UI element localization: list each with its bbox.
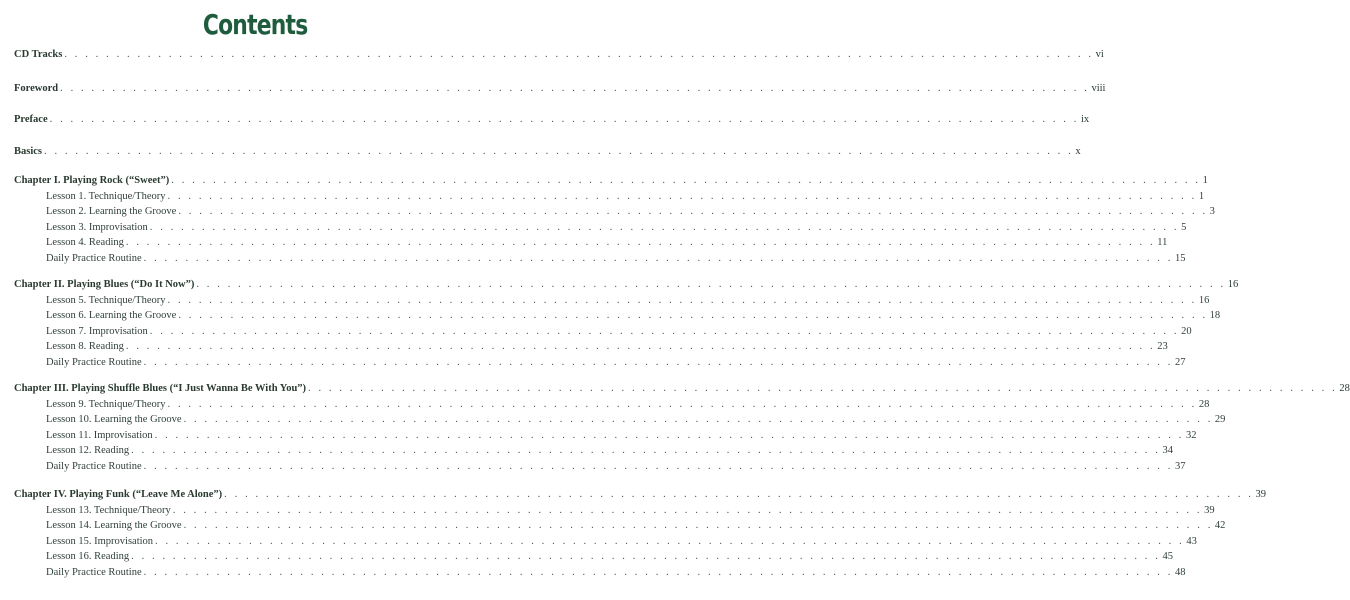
toc-page-number: 39 (1255, 489, 1266, 500)
toc-lesson-entry (46, 398, 1210, 412)
toc-entry-title: Preface (14, 114, 48, 125)
toc-lesson-entry (46, 460, 1186, 474)
toc-page-number: 48 (1174, 566, 1186, 578)
toc-lesson-entry (46, 221, 1187, 235)
toc-lesson-entry (46, 429, 1197, 443)
dot-leader: . . . . . . . . . . . . . . . . . . . . . . . . . . . . . . . . . . . . . . . . . . . . . . . . . . . . . . . . . . . . . . . . . . . . . . . . . . . . . . . . . . . . . . . . . . . . . . . . . . . (44, 146, 1074, 157)
toc-lesson-entry (46, 535, 1197, 549)
dot-leader: . . . . . . . . . . . . . . . . . . . . . . . . . . . . . . . . . . . . . . . . . . . . . . . . . . . . . . . . . . . . . . . . . . . . . . . . . . . . . . . . . . . . . . . . . . . . . . . . . . . (178, 206, 1208, 217)
toc-lesson-entry (46, 340, 1168, 354)
toc-page-number: 43 (1186, 535, 1197, 547)
toc-lesson-entry (46, 519, 1226, 533)
toc-page-number: 32 (1185, 429, 1197, 441)
toc-lesson-entry (46, 356, 1186, 370)
dot-leader: . . . . . . . . . . . . . . . . . . . . . . . . . . . . . . . . . . . . . . . . . . . . . . . . . . . . . . . . . . . . . . . . . . . . . . . . . . . . . . . . . . . . . . . . . . . . . . . . . . . (167, 294, 1197, 306)
dot-leader: . . . . . . . . . . . . . . . . . . . . . . . . . . . . . . . . . . . . . . . . . . . . . . . . . . . . . . . . . . . . . . . . . . . . . . . . . . . . . . . . . . . . . . . . . . . . . . . . . . . (155, 535, 1185, 547)
toc-entry-title: Lesson 1. Technique/Theory (46, 190, 166, 202)
toc-entry-title: Lesson 7. Improvisation (46, 325, 148, 337)
dot-leader: . . . . . . . . . . . . . . . . . . . . . . . . . . . . . . . . . . . . . . . . . . . . . . . . . . . . . . . . . . . . . . . . . . . . . . . . . . . . . . . . . . . . . . . . . . . . . . . . . . . (171, 175, 1201, 186)
dot-leader: . . . . . . . . . . . . . . . . . . . . . . . . . . . . . . . . . . . . . . . . . . . . . . . . . . . . . . . . . . . . . . . . . . . . . . . . . . . . . . . . . . . . . . . . . . . . . . . . . . . (125, 341, 1156, 352)
dot-leader: . . . . . . . . . . . . . . . . . . . . . . . . . . . . . . . . . . . . . . . . . . . . . . . . . . . . . . . . . . . . . . . . . . . . . . . . . . . . . . . . . . . . . . . . . . . . . . . . . . . (154, 429, 1184, 441)
toc-lesson-entry (46, 190, 1205, 204)
toc-entry-title: Chapter IV. Playing Funk (“Leave Me Alone”) (14, 489, 223, 500)
toc-entry (14, 278, 1239, 292)
toc-lesson-entry (46, 252, 1186, 266)
toc-lesson-entry (46, 550, 1173, 564)
toc-page-number: 1 (1198, 190, 1205, 202)
toc-entry (14, 82, 1106, 96)
dot-leader: . . . . . . . . . . . . . . . . . . . . . . . . . . . . . . . . . . . . . . . . . . . . . . . . . . . . . . . . . . . . . . . . . . . . . . . . . . . . . . . . . . . . . . . . . . . . . . . . . . . (131, 445, 1161, 456)
toc-page-number: 45 (1162, 551, 1173, 562)
toc-entry (14, 488, 1266, 502)
toc-entry-title: Lesson 16. Reading (46, 551, 130, 562)
toc-entry-title: Lesson 3. Improvisation (46, 221, 148, 233)
toc-entry-title: Daily Practice Routine (46, 460, 142, 472)
toc-entry-title: Lesson 12. Reading (46, 445, 130, 456)
toc-entry-title: Lesson 13. Technique/Theory (46, 504, 171, 516)
toc-page-number: 28 (1339, 383, 1350, 394)
toc-page-number: 29 (1214, 414, 1226, 425)
toc-page-number: 18 (1209, 310, 1221, 321)
toc-entry-title: Chapter I. Playing Rock (“Sweet”) (14, 175, 170, 186)
toc-lesson-entry (46, 504, 1215, 518)
toc-page-number: 16 (1227, 279, 1239, 290)
toc-entry-title: Lesson 8. Reading (46, 341, 124, 352)
toc-page-number: 15 (1174, 252, 1186, 264)
toc-entry-title: Basics (14, 146, 43, 157)
toc-entry-title: Lesson 2. Learning the Groove (46, 206, 177, 217)
dot-leader: . . . . . . . . . . . . . . . . . . . . . . . . . . . . . . . . . . . . . . . . . . . . . . . . . . . . . . . . . . . . . . . . . . . . . . . . . . . . . . . . . . . . . . . . . . . . . . . . . . . (149, 221, 1180, 233)
toc-entry-title: Lesson 6. Learning the Groove (46, 310, 177, 321)
toc-entry-title: Lesson 14. Learning the Groove (46, 520, 182, 531)
page-title: Contents (202, 8, 308, 41)
toc-entry-title: CD Tracks (14, 49, 63, 60)
toc-page-number: 23 (1157, 341, 1168, 352)
toc-page-number: 5 (1181, 221, 1187, 233)
toc-lesson-entry (46, 413, 1226, 427)
toc-lesson-entry (46, 236, 1168, 250)
toc-page-number: 11 (1157, 237, 1168, 248)
toc-entry-title: Daily Practice Routine (46, 252, 142, 264)
toc-entry-title: Foreword (14, 83, 59, 94)
toc-page-number: 34 (1162, 445, 1173, 456)
dot-leader: . . . . . . . . . . . . . . . . . . . . . . . . . . . . . . . . . . . . . . . . . . . . . . . . . . . . . . . . . . . . . . . . . . . . . . . . . . . . . . . . . . . . . . . . . . . . . . . . . . . (308, 383, 1338, 394)
dot-leader: . . . . . . . . . . . . . . . . . . . . . . . . . . . . . . . . . . . . . . . . . . . . . . . . . . . . . . . . . . . . . . . . . . . . . . . . . . . . . . . . . . . . . . . . . . . . . . . . . . . (64, 49, 1094, 60)
toc-lesson-entry (46, 309, 1221, 323)
toc-page-number: 20 (1181, 325, 1192, 337)
dot-leader: . . . . . . . . . . . . . . . . . . . . . . . . . . . . . . . . . . . . . . . . . . . . . . . . . . . . . . . . . . . . . . . . . . . . . . . . . . . . . . . . . . . . . . . . . . . . . . . . . . . (125, 237, 1156, 248)
toc-page-number: 16 (1198, 294, 1210, 306)
toc-entry-title: Lesson 5. Technique/Theory (46, 294, 166, 306)
toc-page-number: viii (1091, 83, 1106, 94)
dot-leader: . . . . . . . . . . . . . . . . . . . . . . . . . . . . . . . . . . . . . . . . . . . . . . . . . . . . . . . . . . . . . . . . . . . . . . . . . . . . . . . . . . . . . . . . . . . . . . . . . . . (143, 252, 1173, 264)
dot-leader: . . . . . . . . . . . . . . . . . . . . . . . . . . . . . . . . . . . . . . . . . . . . . . . . . . . . . . . . . . . . . . . . . . . . . . . . . . . . . . . . . . . . . . . . . . . . . . . . . . . (167, 190, 1197, 202)
dot-leader: . . . . . . . . . . . . . . . . . . . . . . . . . . . . . . . . . . . . . . . . . . . . . . . . . . . . . . . . . . . . . . . . . . . . . . . . . . . . . . . . . . . . . . . . . . . . . . . . . . . (172, 504, 1203, 516)
dot-leader: . . . . . . . . . . . . . . . . . . . . . . . . . . . . . . . . . . . . . . . . . . . . . . . . . . . . . . . . . . . . . . . . . . . . . . . . . . . . . . . . . . . . . . . . . . . . . . . . . . . (183, 520, 1213, 531)
toc-page-number: 27 (1174, 356, 1186, 368)
toc-entry (14, 48, 1104, 62)
toc-entry-title: Lesson 11. Improvisation (46, 429, 153, 441)
toc-entry (14, 145, 1081, 159)
toc-page-number: 37 (1174, 460, 1186, 472)
toc-page-number: 3 (1209, 206, 1215, 217)
dot-leader: . . . . . . . . . . . . . . . . . . . . . . . . . . . . . . . . . . . . . . . . . . . . . . . . . . . . . . . . . . . . . . . . . . . . . . . . . . . . . . . . . . . . . . . . . . . . . . . . . . . (143, 460, 1173, 472)
dot-leader: . . . . . . . . . . . . . . . . . . . . . . . . . . . . . . . . . . . . . . . . . . . . . . . . . . . . . . . . . . . . . . . . . . . . . . . . . . . . . . . . . . . . . . . . . . . . . . . . . . . (60, 83, 1090, 94)
dot-leader: . . . . . . . . . . . . . . . . . . . . . . . . . . . . . . . . . . . . . . . . . . . . . . . . . . . . . . . . . . . . . . . . . . . . . . . . . . . . . . . . . . . . . . . . . . . . . . . . . . . (183, 414, 1213, 425)
toc-lesson-entry (46, 294, 1210, 308)
toc-lesson-entry (46, 444, 1173, 458)
dot-leader: . . . . . . . . . . . . . . . . . . . . . . . . . . . . . . . . . . . . . . . . . . . . . . . . . . . . . . . . . . . . . . . . . . . . . . . . . . . . . . . . . . . . . . . . . . . . . . . . . . . (143, 356, 1173, 368)
dot-leader: . . . . . . . . . . . . . . . . . . . . . . . . . . . . . . . . . . . . . . . . . . . . . . . . . . . . . . . . . . . . . . . . . . . . . . . . . . . . . . . . . . . . . . . . . . . . . . . . . . . (224, 489, 1254, 500)
toc-page-number: 1 (1202, 175, 1208, 186)
dot-leader: . . . . . . . . . . . . . . . . . . . . . . . . . . . . . . . . . . . . . . . . . . . . . . . . . . . . . . . . . . . . . . . . . . . . . . . . . . . . . . . . . . . . . . . . . . . . . . . . . . . (143, 566, 1173, 578)
toc-lesson-entry (46, 325, 1192, 339)
toc-entry-title: Lesson 10. Learning the Groove (46, 414, 182, 425)
dot-leader: . . . . . . . . . . . . . . . . . . . . . . . . . . . . . . . . . . . . . . . . . . . . . . . . . . . . . . . . . . . . . . . . . . . . . . . . . . . . . . . . . . . . . . . . . . . . . . . . . . . (131, 551, 1161, 562)
toc-entry (14, 113, 1090, 127)
dot-leader: . . . . . . . . . . . . . . . . . . . . . . . . . . . . . . . . . . . . . . . . . . . . . . . . . . . . . . . . . . . . . . . . . . . . . . . . . . . . . . . . . . . . . . . . . . . . . . . . . . . (149, 325, 1180, 337)
toc-lesson-entry (46, 566, 1186, 580)
toc-entry-title: Daily Practice Routine (46, 356, 142, 368)
dot-leader: . . . . . . . . . . . . . . . . . . . . . . . . . . . . . . . . . . . . . . . . . . . . . . . . . . . . . . . . . . . . . . . . . . . . . . . . . . . . . . . . . . . . . . . . . . . . . . . . . . . (196, 279, 1226, 290)
toc-entry-title: Lesson 15. Improvisation (46, 535, 154, 547)
toc-entry-title: Lesson 9. Technique/Theory (46, 398, 166, 410)
dot-leader: . . . . . . . . . . . . . . . . . . . . . . . . . . . . . . . . . . . . . . . . . . . . . . . . . . . . . . . . . . . . . . . . . . . . . . . . . . . . . . . . . . . . . . . . . . . . . . . . . . . (49, 114, 1079, 125)
toc-page-number: ix (1080, 114, 1090, 125)
toc-entry-title: Chapter III. Playing Shuffle Blues (“I Just Wanna Be With You”) (14, 383, 307, 394)
toc-page-number: x (1075, 146, 1081, 157)
dot-leader: . . . . . . . . . . . . . . . . . . . . . . . . . . . . . . . . . . . . . . . . . . . . . . . . . . . . . . . . . . . . . . . . . . . . . . . . . . . . . . . . . . . . . . . . . . . . . . . . . . . (178, 310, 1208, 321)
dot-leader: . . . . . . . . . . . . . . . . . . . . . . . . . . . . . . . . . . . . . . . . . . . . . . . . . . . . . . . . . . . . . . . . . . . . . . . . . . . . . . . . . . . . . . . . . . . . . . . . . . . (167, 398, 1197, 410)
toc-entry (14, 382, 1350, 396)
toc-entry-title: Lesson 4. Reading (46, 237, 124, 248)
toc-lesson-entry (46, 205, 1215, 219)
toc-page-number: 39 (1204, 504, 1215, 516)
toc-entry (14, 174, 1208, 188)
toc-entry-title: Daily Practice Routine (46, 566, 142, 578)
toc-page-number: 28 (1198, 398, 1210, 410)
toc-page-number: vi (1095, 49, 1104, 60)
toc-entry-title: Chapter II. Playing Blues (“Do It Now”) (14, 279, 195, 290)
toc-page-number: 42 (1214, 520, 1226, 531)
